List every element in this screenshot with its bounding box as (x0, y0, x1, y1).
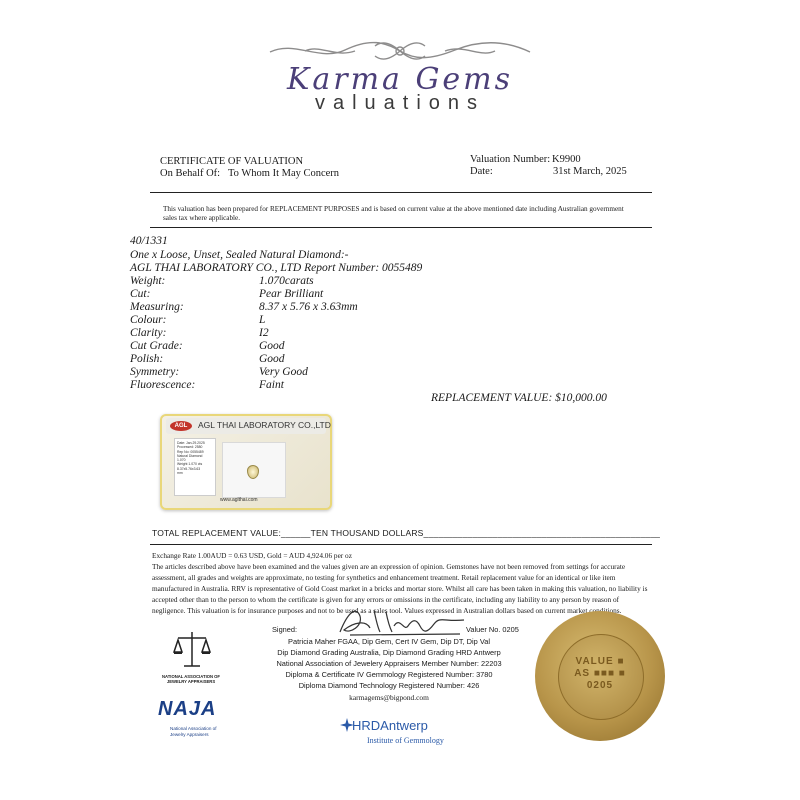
naja-logo: NAJA (158, 698, 217, 720)
purpose-note: This valuation has been prepared for REPLACEMENT PURPOSES and is based on current value at the above mentioned date including Australian government sales tax where applicable. (163, 205, 624, 222)
brand-subtitle: valuations (314, 92, 486, 114)
signature-image (330, 604, 470, 640)
divider (150, 192, 652, 193)
naa-logo-text: NATIONAL ASSOCIATION OF JEWELRY APPRAISERS (161, 674, 220, 684)
card-lab-name: AGL THAI LABORATORY CO.,LTD (198, 420, 331, 430)
date-value: 31st March, 2025 (553, 166, 627, 177)
signed-label: Signed: (272, 625, 298, 634)
scales-of-justice-icon (170, 628, 214, 672)
card-info-panel: Date: Jan.29.2025 Processed: 2580 Rep No: 0055489 Natural Diamond 1.070 Weight 1.070 cts 8.37x5.76x3.63 mm (174, 438, 216, 496)
brand-script-logo: Karma Gems (286, 62, 514, 97)
behalf-value: To Whom It May Concern (228, 168, 340, 179)
lab-report-number: AGL THAI LABORATORY CO., LTD Report Number: 0055489 (130, 262, 423, 274)
replacement-value: REPLACEMENT VALUE: $10,000.00 (431, 392, 607, 404)
divider (150, 544, 652, 545)
disclaimer-text: The articles described above have been examined and the values given are an expression of opinion. Gemstones have not been removed from settings for accurate assessment, all grades and weights are approximate, no testing for synthetics and enhancement treatment. Retail replacement value for an identical or like item manufactured in Australia. RRV is representative of Gold Coast market in a bricks and mortar store. Whilst all care has been taken in making this valuation, no liability is accepted other than to the person to whom the certificate is given for any errors or omissions in the certificate, including any liability to any person by reason of negligence. This valuation is for insurance purposes and not to be used as a sales tool. Values expressed in Australian dollars based on current market conditions. (152, 561, 648, 615)
gold-seal-text: VALUE ■ AS ■■■ ■ 0205 (574, 656, 626, 691)
valuation-number-value: K9900 (552, 154, 581, 165)
card-url: www.aglthai.com (220, 497, 258, 503)
hrd-antwerp-logo: HRDAntwerp (352, 718, 428, 733)
divider (150, 227, 652, 228)
diamond-icon (247, 465, 259, 479)
behalf-label: On Behalf Of: (160, 168, 221, 179)
valuer-email: karmagems@bigpond.com (349, 693, 429, 702)
item-description: One x Loose, Unset, Sealed Natural Diamond:- (130, 249, 349, 261)
date-label: Date: (470, 166, 493, 177)
agl-logo: AGL (170, 421, 192, 431)
valuation-number-label: Valuation Number: (470, 154, 551, 165)
naja-subtitle: National Association of Jewelry Appraisers (170, 726, 217, 737)
sealed-diamond-card (160, 414, 332, 510)
item-reference: 40/1331 (130, 235, 168, 247)
exchange-rate: Exchange Rate 1.00AUD = 0.63 USD, Gold = AUD 4,924.06 per oz (152, 551, 352, 560)
hrd-institute: Institute of Gemmology (367, 736, 444, 745)
card-diamond-window (222, 442, 286, 498)
certificate-title: CERTIFICATE OF VALUATION (160, 156, 304, 167)
total-replacement-value: TOTAL REPLACEMENT VALUE:______TEN THOUSAND DOLLARS________________________________________________ (152, 528, 661, 538)
filigree-ornament (265, 38, 535, 64)
valuer-number: Valuer No. 0205 (466, 625, 519, 634)
